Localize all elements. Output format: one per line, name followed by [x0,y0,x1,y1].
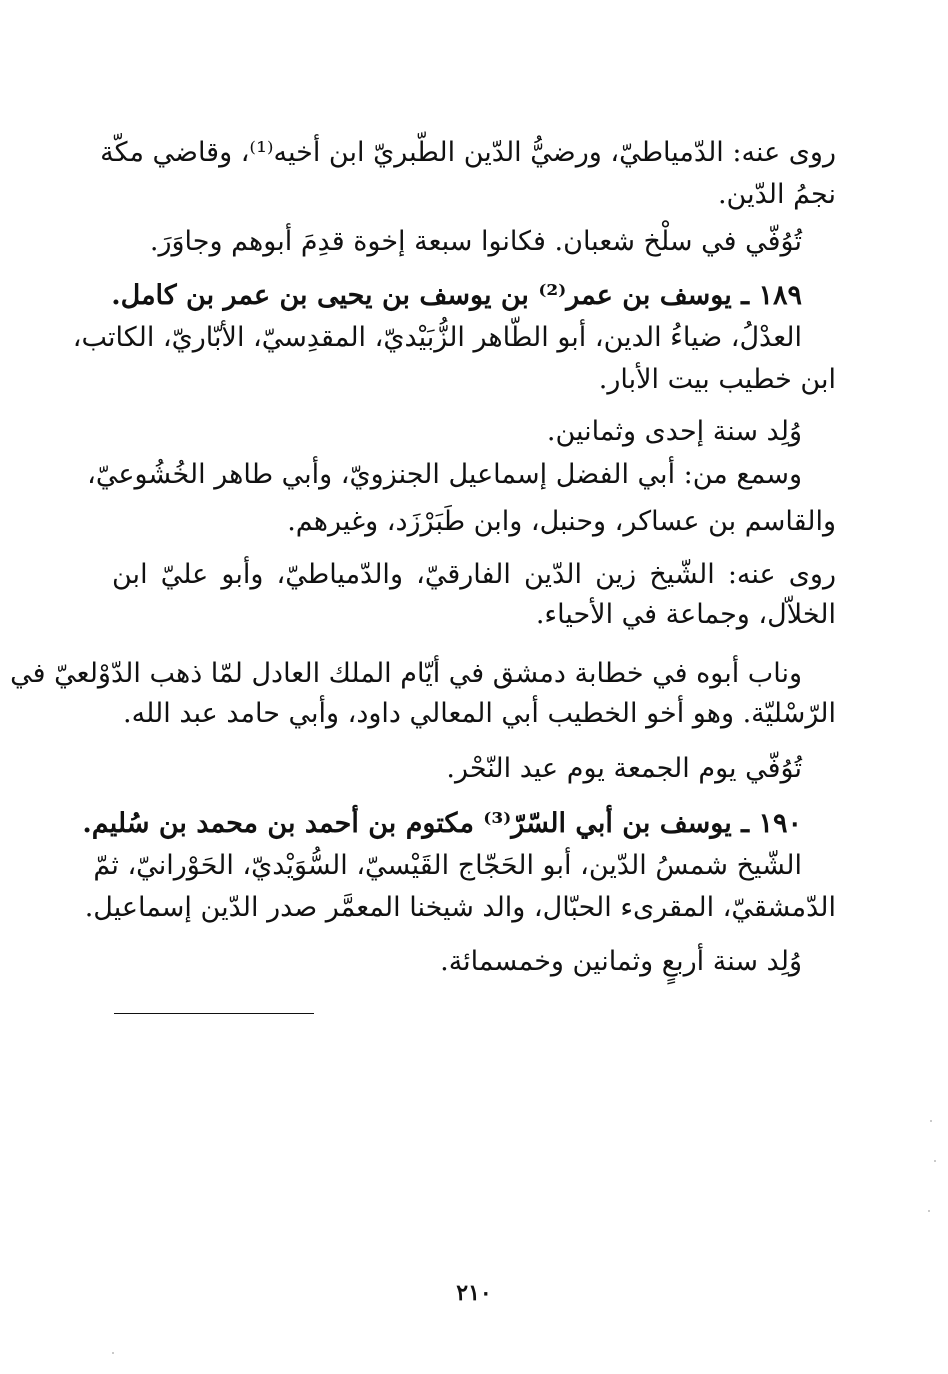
scan-speck [930,1120,932,1122]
body-line: وسمع من: أبي الفضل إسماعيل الجنزويّ، وأبي طاهر الخُشُوعيّ، [87,459,802,490]
entry-heading-189: ١٨٩ ـ يوسف بن عمر⁽²⁾ بن يوسف بن يحيى بن عمر بن كامل. [111,280,802,311]
body-line: والقاسم بن عساكر، وحنبل، وابن طَبَرْزَد، وغيرهم. [287,506,836,537]
scan-speck [112,1352,114,1354]
body-line: تُوُفّي يوم الجمعة يوم عيد النّحْر. [446,753,802,784]
scan-speck [928,1210,930,1212]
body-line: الرّسْليّة. وهو أخو الخطيب أبي المعالي داود، وأبي حامد عبد الله. [123,698,836,729]
body-line: الدّمشقيّ، المقرىء الحبّال، والد شيخنا المعمَّر صدر الدّين إسماعيل. [84,892,836,923]
body-line: تُوُفّي في سلْخ شعبان. فكانوا سبعة إخوة قدِمَ أبوهم وجاوَرَ. [149,226,802,257]
footnote-separator [114,1013,314,1014]
body-line: وُلِد سنة إحدى وثمانين. [546,416,802,447]
body-line: نجمُ الدّين. [717,179,836,210]
body-line: الشّيخ شمسُ الدّين، أبو الحَجّاج القَيْسيّ، السُّوَيْديّ، الحَوْرانيّ، ثمّ [93,850,802,881]
page-number: ٢١٠ [456,1280,492,1306]
body-line: روى عنه: الدّمياطيّ، ورضيُّ الدّين الطّبريّ ابن أخيه⁽¹⁾، وقاضي مكّة [100,137,836,168]
body-line: الخلاّل، وجماعة في الأحياء. [535,599,836,630]
body-line: روى عنه: الشّيخ زين الدّين الفارقيّ، والدّمياطيّ، وأبو عليّ ابن [112,559,836,590]
body-line: وُلِد سنة أربعٍ وثمانين وخمسمائة. [440,946,802,977]
body-line: ابن خطيب بيت الأبار. [598,364,836,395]
body-line: العدْلُ، ضياءُ الدين، أبو الطّاهر الزُّبَيْديّ، المقدِسيّ، الأبّاريّ، الكاتب، [72,322,802,353]
entry-heading-190: ١٩٠ ـ يوسف بن أبي السّرّ⁽³⁾ مكتوم بن أحمد بن محمد بن سُليم. [82,808,802,839]
body-line: وناب أبوه في خطابة دمشق في أيّام الملك العادل لمّا ذهب الدّوْلعيّ في [10,658,802,689]
scan-speck [934,1160,936,1162]
